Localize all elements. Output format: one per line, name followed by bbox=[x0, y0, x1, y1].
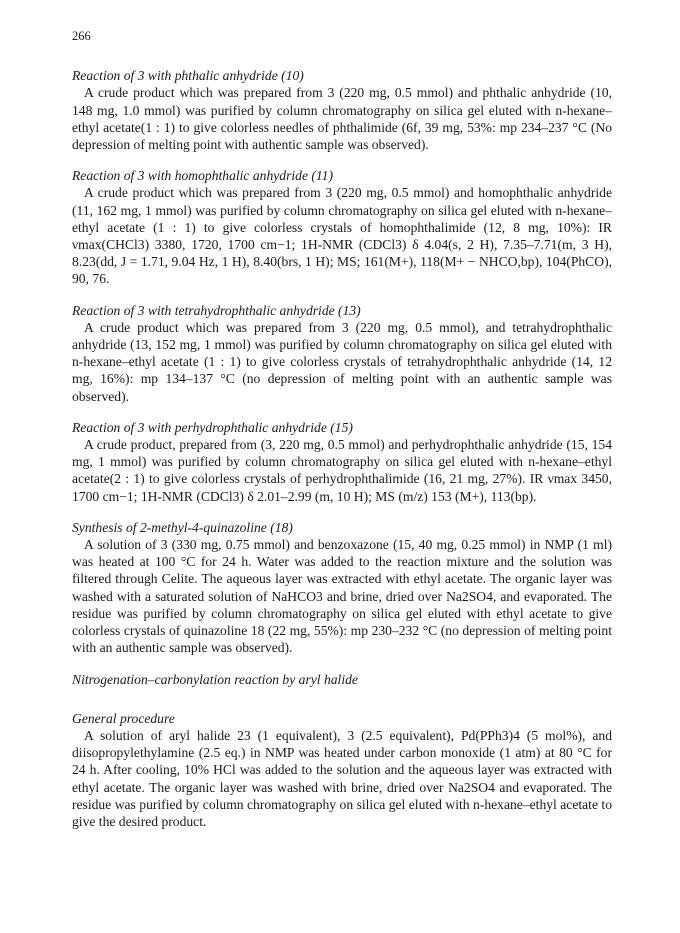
section-heading: Reaction of 3 with perhydrophthalic anhydride (15) bbox=[72, 419, 353, 435]
page-number: 266 bbox=[72, 29, 91, 43]
section-body: A crude product which was prepared from 3 (220 mg, 0.5 mmol) and phthalic anhydride (10, 148 mg, 1.0 mmol) was purified by column chromatography on silica gel eluted with n-hexane–ethyl acetate(1 : 1) to give colorless needles of phthalimide (6f, 39 mg, 53%: mp 234–237 °C (No depression of melting point with authentic sample was observed). bbox=[72, 85, 612, 153]
section-heading: Reaction of 3 with homophthalic anhydride (11) bbox=[72, 168, 334, 184]
section-body: A crude product which was prepared from 3 (220 mg, 0.5 mmol) and homophthalic anhydride (11, 162 mg, 1 mmol) was purified by column chromatography on silica gel eluted with n-hexane–ethyl acetate (1 : 1) to give colorless crystals of homophthalimide (12, 8 mg, 10%): IR νmax(CHCl3) 3380, 1720, 1700 cm−1; 1H-NMR (CDCl3) δ 4.04(s, 2 H), 7.35–7.71(m, 3 H), 8.23(dd, J = 1.71, 9.04 Hz, 1 H), 8.40(brs, 1 H); MS; 161(M+), 118(M+ − NHCO,bp), 104(PhCO), 90, 76. bbox=[72, 185, 612, 287]
journal-page bbox=[72, 28, 612, 844]
subsection-title: Nitrogenation–carbonylation reaction by aryl halide bbox=[72, 671, 358, 687]
section-body: A crude product which was prepared from 3 (220 mg, 0.5 mmol), and tetrahydrophthalic anhydride (13, 152 mg, 1 mmol) was purified by column chromatography on silica gel eluted with n-hexane–ethyl acetate (1 : 1) to give colorless crystals of tetrahydrophthalic anhydride (14, 12 mg, 16%): mp 134–137 °C (no depression of melting point with an authentic sample was observed). bbox=[72, 319, 612, 404]
section-tetrahydrophthalic bbox=[72, 302, 612, 405]
section-body: A crude product, prepared from (3, 220 mg, 0.5 mmol) and perhydrophthalic anhydride (15, 154 mg, 1 mmol) was purified by column chromatography on silica gel eluted with n-hexane–ethyl acetate(2 : 1) to give colorless crystals of perhydrophthalimide (16, 21 mg, 27%). IR νmax 3450, 1700 cm−1; 1H-NMR (CDCl3) δ 2.01–2.99 (m, 10 H); MS (m/z) 153 (M+), 113(bp). bbox=[72, 437, 612, 504]
section-body: A solution of aryl halide 23 (1 equivalent), 3 (2.5 equivalent), Pd(PPh3)4 (5 mol%), and diisopropylethylamine (2.5 eq.) in NMP was heated under carbon monoxide (1 atm) at 80 °C for 24 h. After cooling, 10% HCl was added to the solution and the aqueous layer was extracted with ethyl acetate. The organic layer was washed with brine, dried over Na2SO4 and evaporated. The residue was purified by column chromatography on silica gel eluted with n-hexane–ethyl acetate to give the desired product. bbox=[72, 727, 612, 829]
section-general-procedure bbox=[72, 710, 612, 830]
section-quinazoline bbox=[72, 519, 612, 657]
section-heading: Reaction of 3 with phthalic anhydride (10) bbox=[72, 68, 304, 84]
section-heading: Reaction of 3 with tetrahydrophthalic anhydride (13) bbox=[72, 302, 361, 318]
section-homophthalic bbox=[72, 167, 612, 287]
section-phthalic bbox=[72, 67, 612, 153]
section-heading: General procedure bbox=[72, 710, 175, 726]
section-body: A solution of 3 (330 mg, 0.75 mmol) and benzoxazone (15, 40 mg, 0.25 mmol) in NMP (1 ml) was heated at 100 °C for 24 h. Water was added to the reaction mixture and the solution was filtered through Celite. The aqueous layer was extracted with ethyl acetate. The organic layer was washed with a saturated solution of NaHCO3 and brine, dried over Na2SO4, and evaporated. The residue was purified by column chromatography on silica gel eluted with ethyl acetate to give colorless crystals of quinazoline 18 (22 mg, 55%): mp 230–232 °C (no depression of melting point with an authentic sample was observed). bbox=[72, 537, 612, 656]
section-heading: Synthesis of 2-methyl-4-quinazoline (18) bbox=[72, 519, 293, 535]
section-perhydrophthalic bbox=[72, 419, 612, 505]
